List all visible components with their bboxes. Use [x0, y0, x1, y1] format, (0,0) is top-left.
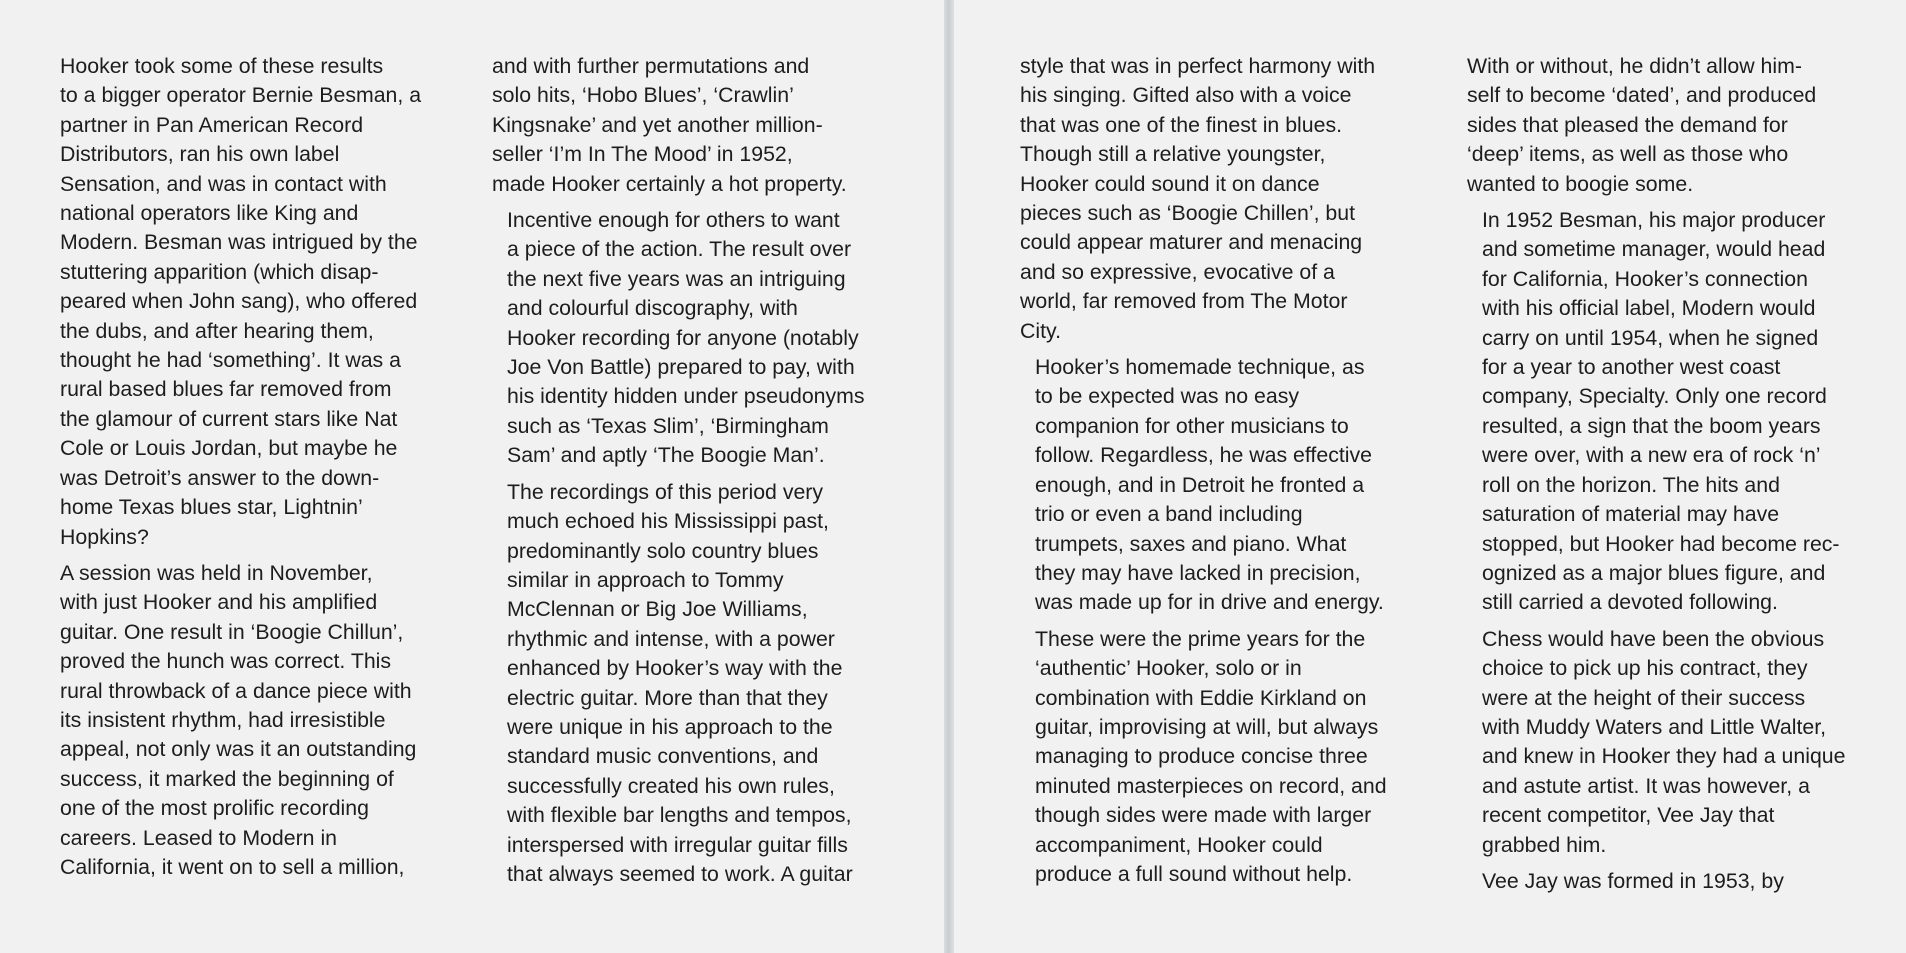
- text-line: was made up for in drive and energy.: [1035, 590, 1384, 615]
- text-line: successfully created his own rules,: [507, 773, 835, 798]
- text-line: success, it marked the beginning of: [60, 766, 394, 791]
- text-line: were over, with a new era of rock ‘n’: [1482, 443, 1821, 468]
- paragraph: [492, 52, 892, 199]
- text-line: McClennan or Big Joe Williams,: [507, 597, 808, 622]
- text-line: world, far removed from The Motor: [1020, 289, 1348, 314]
- text-line: rhythmic and intense, with a power: [507, 626, 835, 651]
- text-line: national operators like King and: [60, 201, 359, 226]
- text-line: trumpets, saxes and piano. What: [1035, 531, 1347, 556]
- text-line: Joe Von Battle) prepared to pay, with: [507, 355, 855, 380]
- text-line: still carried a devoted following.: [1482, 590, 1778, 615]
- text-line: partner in Pan American Record: [60, 112, 364, 137]
- text-line: with just Hooker and his amplified: [60, 590, 378, 615]
- text-line: follow. Regardless, he was effective: [1035, 443, 1372, 468]
- text-line: guitar, improvising at will, but always: [1035, 714, 1379, 739]
- text-line: its insistent rhythm, had irresistible: [60, 707, 386, 732]
- text-line: with flexible bar lengths and tempos,: [507, 803, 852, 828]
- text-column-3: [1020, 52, 1420, 896]
- text-line: and colourful discography, with: [507, 296, 798, 321]
- text-line: the glamour of current stars like Nat: [60, 406, 398, 431]
- text-line: with his official label, Modern would: [1482, 296, 1816, 321]
- text-line: Though still a relative youngster,: [1020, 142, 1326, 167]
- text-column-4: [1467, 52, 1867, 903]
- text-line: his identity hidden under pseudonyms: [507, 384, 865, 409]
- text-line: the dubs, and after hearing them,: [60, 318, 374, 343]
- text-line: they may have lacked in precision,: [1035, 560, 1361, 585]
- text-line: solo hits, ‘Hobo Blues’, ‘Crawlin’: [492, 83, 794, 108]
- text-line: with Muddy Waters and Little Walter,: [1482, 714, 1827, 739]
- text-line: peared when John sang), who offered: [60, 289, 418, 314]
- text-line: pieces such as ‘Boogie Chillen’, but: [1020, 201, 1356, 226]
- text-line: In 1952 Besman, his major producer: [1482, 208, 1826, 233]
- text-line: and sometime manager, would head: [1482, 237, 1826, 262]
- text-line: wanted to boogie some.: [1467, 171, 1694, 196]
- book-gutter: [944, 0, 954, 953]
- text-line: self to become ‘dated’, and produced: [1467, 83, 1817, 108]
- text-line: seller ‘I’m In The Mood’ in 1952,: [492, 142, 793, 167]
- text-line: one of the most prolific recording: [60, 796, 369, 821]
- text-line: Hooker’s homemade technique, as: [1035, 355, 1365, 380]
- text-line: for California, Hooker’s connection: [1482, 266, 1808, 291]
- text-line: appeal, not only was it an outstanding: [60, 737, 417, 762]
- text-line: recent competitor, Vee Jay that: [1482, 803, 1775, 828]
- text-line: trio or even a band including: [1035, 502, 1303, 527]
- text-line: Hooker could sound it on dance: [1020, 171, 1320, 196]
- text-line: Vee Jay was formed in 1953, by: [1482, 868, 1784, 893]
- text-line: could appear maturer and menacing: [1020, 230, 1363, 255]
- text-line: City.: [1020, 318, 1062, 343]
- text-line: enough, and in Detroit he fronted a: [1035, 472, 1365, 497]
- text-line: to be expected was no easy: [1035, 384, 1300, 409]
- text-line: The recordings of this period very: [507, 479, 824, 504]
- text-line: was Detroit’s answer to the down-: [60, 465, 380, 490]
- text-line: for a year to another west coast: [1482, 355, 1781, 380]
- text-line: Distributors, ran his own label: [60, 142, 340, 167]
- text-line: rural throwback of a dance piece with: [60, 678, 412, 703]
- text-line: Sam’ and aptly ‘The Boogie Man’.: [507, 443, 825, 468]
- text-line: proved the hunch was correct. This: [60, 649, 392, 674]
- text-line: saturation of material may have: [1482, 502, 1780, 527]
- text-line: careers. Leased to Modern in: [60, 825, 338, 850]
- text-line: grabbed him.: [1482, 832, 1607, 857]
- text-line: and with further permutations and: [492, 54, 810, 78]
- text-line: Modern. Besman was intrigued by the: [60, 230, 418, 255]
- paragraph: [45, 52, 445, 552]
- text-column-1: [45, 52, 445, 889]
- text-line: accompaniment, Hooker could: [1035, 832, 1323, 857]
- text-line: guitar. One result in ‘Boogie Chillun’,: [60, 619, 404, 644]
- text-line: With or without, he didn’t allow him-: [1467, 54, 1802, 78]
- text-line: Hooker took some of these results: [60, 54, 384, 78]
- text-line: Cole or Louis Jordan, but maybe he: [60, 436, 398, 461]
- paragraph: [1467, 625, 1867, 860]
- text-line: a piece of the action. The result over: [507, 237, 852, 262]
- text-line: the next five years was an intriguing: [507, 266, 846, 291]
- paragraph: [1467, 206, 1867, 618]
- text-line: Hooker recording for anyone (notably: [507, 325, 859, 350]
- paragraph: [1467, 52, 1867, 199]
- text-line: were at the height of their success: [1482, 685, 1806, 710]
- text-line: though sides were made with larger: [1035, 803, 1372, 828]
- text-line: his singing. Gifted also with a voice: [1020, 83, 1352, 108]
- text-column-2: [492, 52, 892, 896]
- text-line: sides that pleased the demand for: [1467, 112, 1788, 137]
- text-line: similar in approach to Tommy: [507, 567, 784, 592]
- text-line: and knew in Hooker they had a unique: [1482, 744, 1846, 769]
- text-line: ‘deep’ items, as well as those who: [1467, 142, 1789, 167]
- text-line: predominantly solo country blues: [507, 538, 819, 563]
- text-line: and astute artist. It was however, a: [1482, 773, 1810, 798]
- text-line: electric guitar. More than that they: [507, 685, 828, 710]
- text-line: that always seemed to work. A guitar: [507, 861, 853, 886]
- text-line: Hopkins?: [60, 524, 149, 549]
- text-line: Incentive enough for others to want: [507, 208, 840, 233]
- text-line: style that was in perfect harmony with: [1020, 54, 1376, 78]
- text-line: interspersed with irregular guitar fills: [507, 832, 848, 857]
- paragraph: [45, 559, 445, 882]
- text-line: that was one of the finest in blues.: [1020, 112, 1343, 137]
- text-line: to a bigger operator Bernie Besman, a: [60, 83, 422, 108]
- text-line: minuted masterpieces on record, and: [1035, 773, 1387, 798]
- text-line: resulted, a sign that the boom years: [1482, 413, 1821, 438]
- text-line: and so expressive, evocative of a: [1020, 259, 1335, 284]
- text-line: Sensation, and was in contact with: [60, 171, 387, 196]
- text-line: rural based blues far removed from: [60, 377, 392, 402]
- text-line: enhanced by Hooker’s way with the: [507, 656, 843, 681]
- paragraph: [1020, 625, 1420, 890]
- text-line: Kingsnake’ and yet another million-: [492, 112, 823, 137]
- text-line: managing to produce concise three: [1035, 744, 1368, 769]
- text-line: combination with Eddie Kirkland on: [1035, 685, 1367, 710]
- text-line: companion for other musicians to: [1035, 413, 1349, 438]
- text-line: were unique in his approach to the: [507, 714, 833, 739]
- paragraph: [492, 206, 892, 471]
- text-line: ognized as a major blues figure, and: [1482, 560, 1826, 585]
- text-line: stuttering apparition (which disap-: [60, 259, 379, 284]
- text-line: produce a full sound without help.: [1035, 861, 1353, 886]
- text-line: California, it went on to sell a million,: [60, 854, 405, 879]
- text-line: choice to pick up his contract, they: [1482, 656, 1808, 681]
- paragraph: [492, 478, 892, 890]
- paragraph: [1020, 52, 1420, 346]
- text-line: A session was held in November,: [60, 560, 373, 585]
- text-line: much echoed his Mississippi past,: [507, 509, 829, 534]
- text-line: stopped, but Hooker had become rec-: [1482, 531, 1840, 556]
- text-line: ‘authentic’ Hooker, solo or in: [1035, 656, 1302, 681]
- text-line: such as ‘Texas Slim’, ‘Birmingham: [507, 413, 829, 438]
- paragraph: [1467, 867, 1867, 896]
- text-line: carry on until 1954, when he signed: [1482, 325, 1819, 350]
- text-line: made Hooker certainly a hot property.: [492, 171, 847, 196]
- paragraph: [1020, 353, 1420, 618]
- text-line: thought he had ‘something’. It was a: [60, 348, 401, 373]
- text-line: company, Specialty. Only one record: [1482, 384, 1827, 409]
- text-line: home Texas blues star, Lightnin’: [60, 495, 363, 520]
- text-line: Chess would have been the obvious: [1482, 626, 1825, 651]
- text-line: standard music conventions, and: [507, 744, 819, 769]
- text-line: roll on the horizon. The hits and: [1482, 472, 1780, 497]
- text-line: These were the prime years for the: [1035, 626, 1366, 651]
